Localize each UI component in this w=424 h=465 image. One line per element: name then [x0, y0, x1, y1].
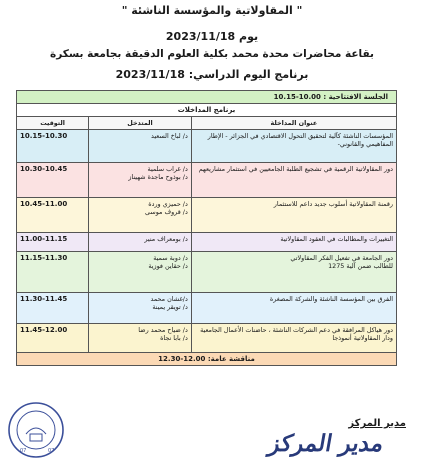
talk-time: 10.45-11.00	[17, 198, 89, 233]
talk-speaker: د/ حميزي وردة د/ قروف موسى	[89, 198, 192, 233]
talk-speaker: د/ بومعراف منير	[89, 233, 192, 252]
talk-title: الفرق بين المؤسسة الناشئة والشركة المصغرة	[191, 293, 396, 324]
talk-title: دور المقاولاتية الرقمية في تشجيع الطلبة الجامعيين في استثمار مشاريعهم	[191, 163, 396, 198]
program-title: برنامج اليوم الدراسي: 2023/11/18	[115, 68, 309, 81]
talk-time: 11.00-11.15	[17, 233, 89, 252]
talk-title: دور الجامعة في تفعيل الفكر المقاولاتي للطالب ضمن آلية 1275	[191, 252, 396, 293]
talk-speaker: د/ ضياح محمد رضا د/ بابا نجاة	[89, 324, 192, 353]
talk-speaker: د/ غراب سلمية د/ بوذوح ماجدة شهيناز	[89, 163, 192, 198]
closing-discussion: مناقشة عامة: 12.00-12.30	[17, 353, 397, 366]
event-venue: بقاعة محاضرات محدة محمد بكلية العلوم الدقيقة بجامعة بسكرة	[50, 48, 374, 60]
table-row	[17, 130, 397, 163]
program-label-row	[17, 104, 397, 117]
program-label: برنامج المداخلات	[17, 104, 397, 117]
talk-title: التغييرات والمطالبات في العقود المقاولاتية	[191, 233, 396, 252]
talk-title: المؤسسات الناشئة كآلية لتحقيق التحول الاقتصادي في الجزائر - الإطار المفاهيمي والقانوني-	[191, 130, 396, 163]
talk-speaker: د/ دوبة سمية د/ حقاين فوزية	[89, 252, 192, 293]
talk-time: 11.30-11.45	[17, 293, 89, 324]
talk-time: 10.15-10.30	[17, 130, 89, 163]
director-signature: مدير المركز	[267, 430, 387, 457]
closing-discussion-row	[17, 353, 397, 366]
column-header-speaker: المتدخل	[89, 117, 192, 130]
event-date: يوم 2023/11/18	[165, 30, 259, 43]
table-row	[17, 252, 397, 293]
official-stamp-icon	[6, 400, 66, 460]
director-label: مدير المركز	[348, 418, 406, 429]
column-header-title: عنوان المداخلة	[191, 117, 396, 130]
svg-text:07: 07	[48, 448, 55, 454]
talk-speaker: د/غشان محمد د/ تويقر يمينة	[89, 293, 192, 324]
table-row	[17, 233, 397, 252]
talk-speaker: د/ لباخ السعيد	[89, 130, 192, 163]
talk-title: دور هياكل المرافقة في دعم الشركات الناشئة ، حاضنات الأعمال الجامعية ودار المقاولاتية أنموذجا	[191, 324, 396, 353]
talk-time: 11.45-12.00	[17, 324, 89, 353]
table-row	[17, 293, 397, 324]
table-row	[17, 324, 397, 353]
program-table	[16, 90, 397, 366]
table-row	[17, 163, 397, 198]
column-header-time: التوقيت	[17, 117, 89, 130]
talk-title: رقمنة المقاولاتية أسلوب جديد داعم للاستثمار	[191, 198, 396, 233]
opening-session-row	[17, 91, 397, 104]
event-title: " المقاولاتية والمؤسسة الناشئة "	[121, 4, 303, 17]
svg-text:07: 07	[20, 448, 27, 454]
table-row	[17, 198, 397, 233]
opening-session: الجلسة الافتتاحية : 10.00-10.15	[17, 91, 397, 104]
talk-time: 11.15-11.30	[17, 252, 89, 293]
table-header-row	[17, 117, 397, 130]
talk-time: 10.30-10.45	[17, 163, 89, 198]
